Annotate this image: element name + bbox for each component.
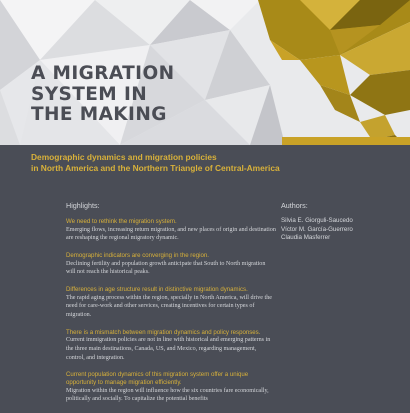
highlight-item	[66, 286, 276, 320]
highlight-title: We need to rethink the migration system.	[66, 218, 177, 225]
highlight-title: There is a mismatch between migration dynamics and policy responses.	[66, 328, 261, 336]
page-title: A MIGRATION SYSTEM IN THE MAKING	[31, 63, 175, 125]
highlights-list	[66, 218, 276, 413]
highlight-body: Migration within the region will influence how the six countries fare economically, politically and socially. To capitalize the potential benefits	[66, 387, 269, 403]
highlight-title: Current population dynamics of this migration system offer a unique opportunity to manage migration efficiently.	[66, 371, 249, 386]
authors-heading: Authors:	[281, 201, 308, 210]
subtitle-line: Demographic dynamics and migration policies	[31, 152, 217, 162]
highlight-item	[66, 218, 276, 243]
highlight-body: The rapid aging process within the region, specially in North America, will drive the need for care-work and other services, creating incentives for certain types of migration.	[66, 294, 272, 318]
highlight-body: Declining fertility and population growth anticipate that South to North migration will not reach the historical peaks.	[66, 260, 266, 276]
accent-bar	[282, 137, 410, 145]
author-name: Claudia Masferrer	[281, 234, 331, 242]
highlight-title: Demographic indicators are converging in the region.	[66, 251, 209, 259]
highlight-body: Emerging flows, increasing return migration, and new places of origin and destination are reshaping the regional migratory dynamic.	[66, 226, 276, 242]
highlight-item	[66, 329, 276, 363]
subtitle-line: in North America and the Northern Triangle of Central-America	[31, 163, 280, 173]
highlight-title: Differences in age structure result in distinctive migration dynamics.	[66, 285, 248, 293]
highlight-body: Current immigration policies are not in line with historical and emerging patterns in the three main destinations, Canada, US, and Mexico, regarding management, control, and integration.	[66, 337, 271, 361]
authors-list	[281, 217, 353, 243]
subtitle	[31, 152, 401, 174]
highlight-item	[66, 252, 276, 277]
highlight-item	[66, 371, 276, 404]
author-name: Víctor M. García-Guerrero	[281, 225, 353, 233]
highlights-heading: Highlights:	[66, 201, 100, 210]
author-name: Silvia E. Giorguli-Saucedo	[281, 217, 353, 224]
